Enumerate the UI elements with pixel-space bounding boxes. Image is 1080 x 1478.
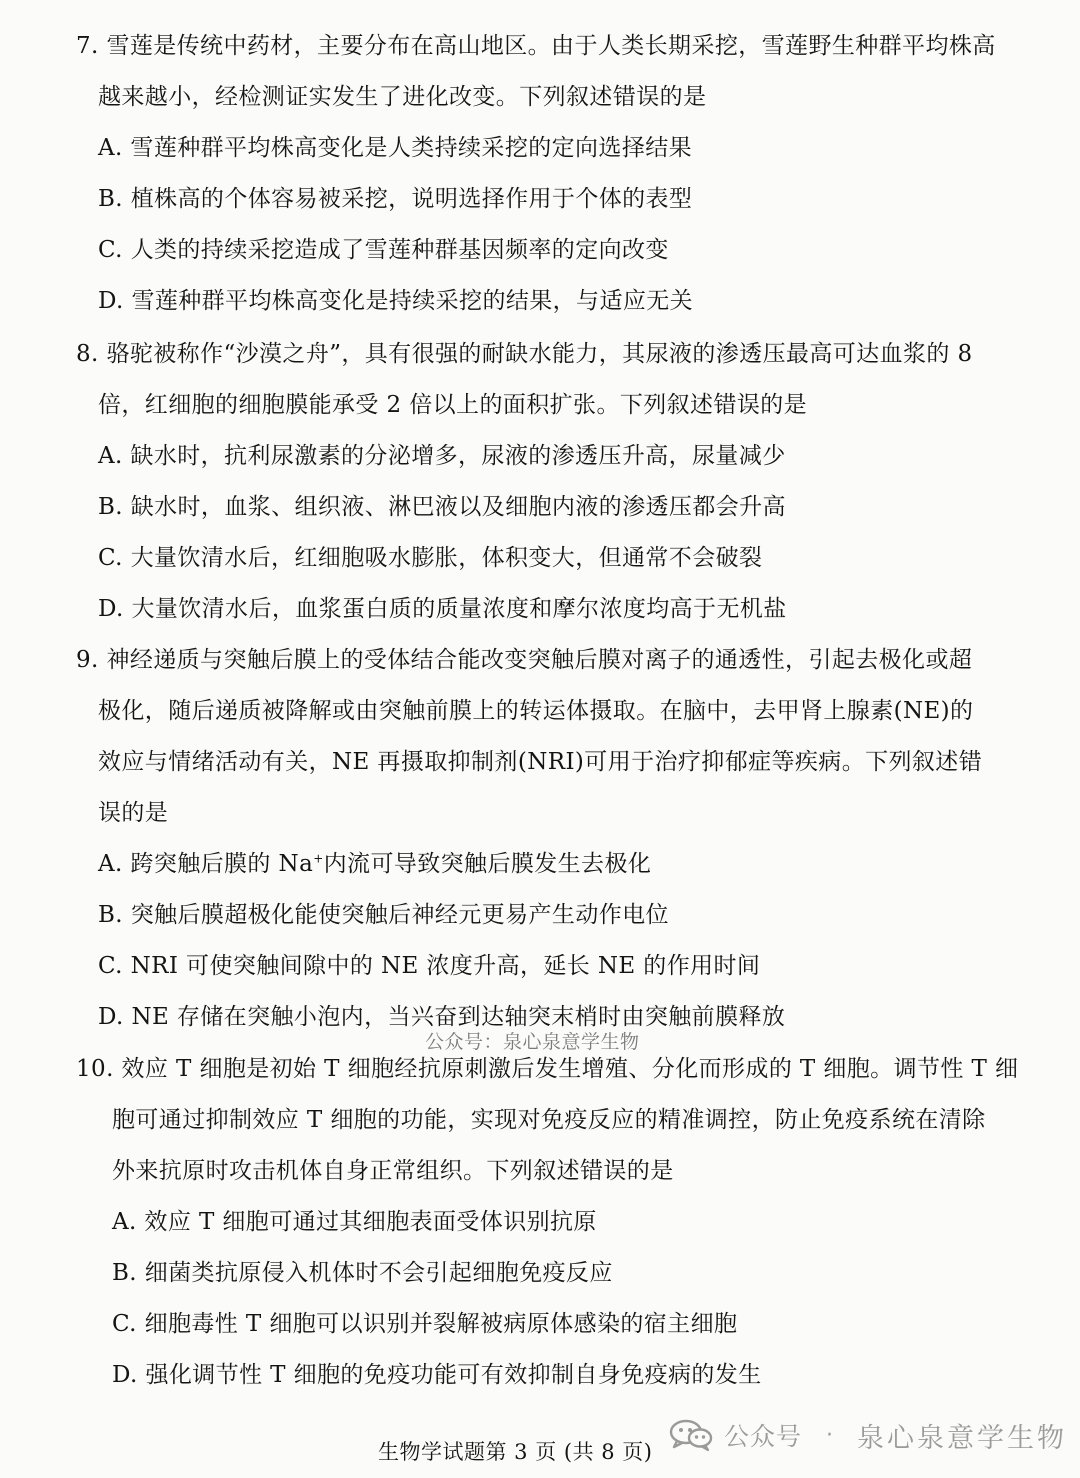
q9-option-d: D. NE 存储在突触小泡内，当兴奋到达轴突末梢时由突触前膜释放 xyxy=(98,1004,786,1030)
q9-option-a-pre: A. 跨突触后膜的 Na xyxy=(98,851,314,877)
q8-option-b: B. 缺水时，血浆、组织液、淋巴液以及细胞内液的渗透压都会升高 xyxy=(98,494,786,520)
footer-brand-account: 泉心泉意学生物 xyxy=(857,1422,1068,1454)
q7-stem-line-1: 7. 雪莲是传统中药材，主要分布在高山地区。由于人类长期采挖，雪莲野生种群平均株高 xyxy=(76,33,996,59)
q9-option-c: C. NRI 可使突触间隙中的 NE 浓度升高，延长 NE 的作用时间 xyxy=(98,953,761,979)
q9-stem-line-4: 误的是 xyxy=(98,800,169,826)
q7-option-b: B. 植株高的个体容易被采挖，说明选择作用于个体的表型 xyxy=(98,186,693,212)
q9-option-a-post: 内流可导致突触后膜发生去极化 xyxy=(323,851,652,877)
q8-stem-line-2: 倍，红细胞的细胞膜能承受 2 倍以上的面积扩张。下列叙述错误的是 xyxy=(98,392,808,418)
q9-option-a xyxy=(98,848,651,880)
q10-option-b: B. 细菌类抗原侵入机体时不会引起细胞免疫反应 xyxy=(112,1260,613,1286)
q10-stem-line-1: 10. 效应 T 细胞是初始 T 细胞经抗原刺激后发生增殖、分化而形成的 T 细胞。调节性 T 细 xyxy=(76,1056,1019,1082)
q7-stem-line-2: 越来越小，经检测证实发生了进化改变。下列叙述错误的是 xyxy=(98,84,707,110)
q9-stem-line-3: 效应与情绪活动有关，NE 再摄取抑制剂(NRI)可用于治疗抑郁症等疾病。下列叙述错 xyxy=(98,749,983,775)
q7-option-d: D. 雪莲种群平均株高变化是持续采挖的结果，与适应无关 xyxy=(98,288,694,314)
footer-brand-label: 公众号 xyxy=(724,1422,803,1451)
q10-option-c: C. 细胞毒性 T 细胞可以识别并裂解被病原体感染的宿主细胞 xyxy=(112,1311,738,1337)
watermark-text: 公众号：泉心泉意学生物 xyxy=(425,1031,640,1053)
footer-brand-dot: · xyxy=(826,1422,834,1448)
q8-option-c: C. 大量饮清水后，红细胞吸水膨胀，体积变大，但通常不会破裂 xyxy=(98,545,763,571)
q9-option-b: B. 突触后膜超极化能使突触后神经元更易产生动作电位 xyxy=(98,902,669,928)
q7-option-a: A. 雪莲种群平均株高变化是人类持续采挖的定向选择结果 xyxy=(98,135,693,161)
q8-option-d: D. 大量饮清水后，血浆蛋白质的质量浓度和摩尔浓度均高于无机盐 xyxy=(98,596,787,622)
wechat-icon xyxy=(668,1419,714,1451)
q10-stem-line-3: 外来抗原时攻击机体自身正常组织。下列叙述错误的是 xyxy=(112,1158,674,1184)
q10-option-d: D. 强化调节性 T 细胞的免疫功能可有效抑制自身免疫病的发生 xyxy=(112,1362,762,1388)
q7-option-c: C. 人类的持续采挖造成了雪莲种群基因频率的定向改变 xyxy=(98,237,669,263)
q9-stem-line-2: 极化，随后递质被降解或由突触前膜上的转运体摄取。在脑中，去甲肾上腺素(NE)的 xyxy=(98,698,974,724)
q10-option-a: A. 效应 T 细胞可通过其细胞表面受体识别抗原 xyxy=(112,1209,597,1235)
page-number-footer: 生物学试题第 3 页 (共 8 页) xyxy=(378,1440,653,1464)
q8-option-a: A. 缺水时，抗利尿激素的分泌增多，尿液的渗透压升高，尿量减少 xyxy=(98,443,786,469)
q10-stem-line-2: 胞可通过抑制效应 T 细胞的功能，实现对免疫反应的精准调控，防止免疫系统在清除 xyxy=(112,1107,986,1133)
q8-stem-line-1: 8. 骆驼被称作“沙漠之舟”，具有很强的耐缺水能力，其尿液的渗透压最高可达血浆的 8 xyxy=(76,341,973,367)
q9-option-a-sup: + xyxy=(313,851,324,866)
footer-brand xyxy=(668,1415,1067,1455)
q9-stem-line-1: 9. 神经递质与突触后膜上的受体结合能改变突触后膜对离子的通透性，引起去极化或超 xyxy=(76,647,973,673)
